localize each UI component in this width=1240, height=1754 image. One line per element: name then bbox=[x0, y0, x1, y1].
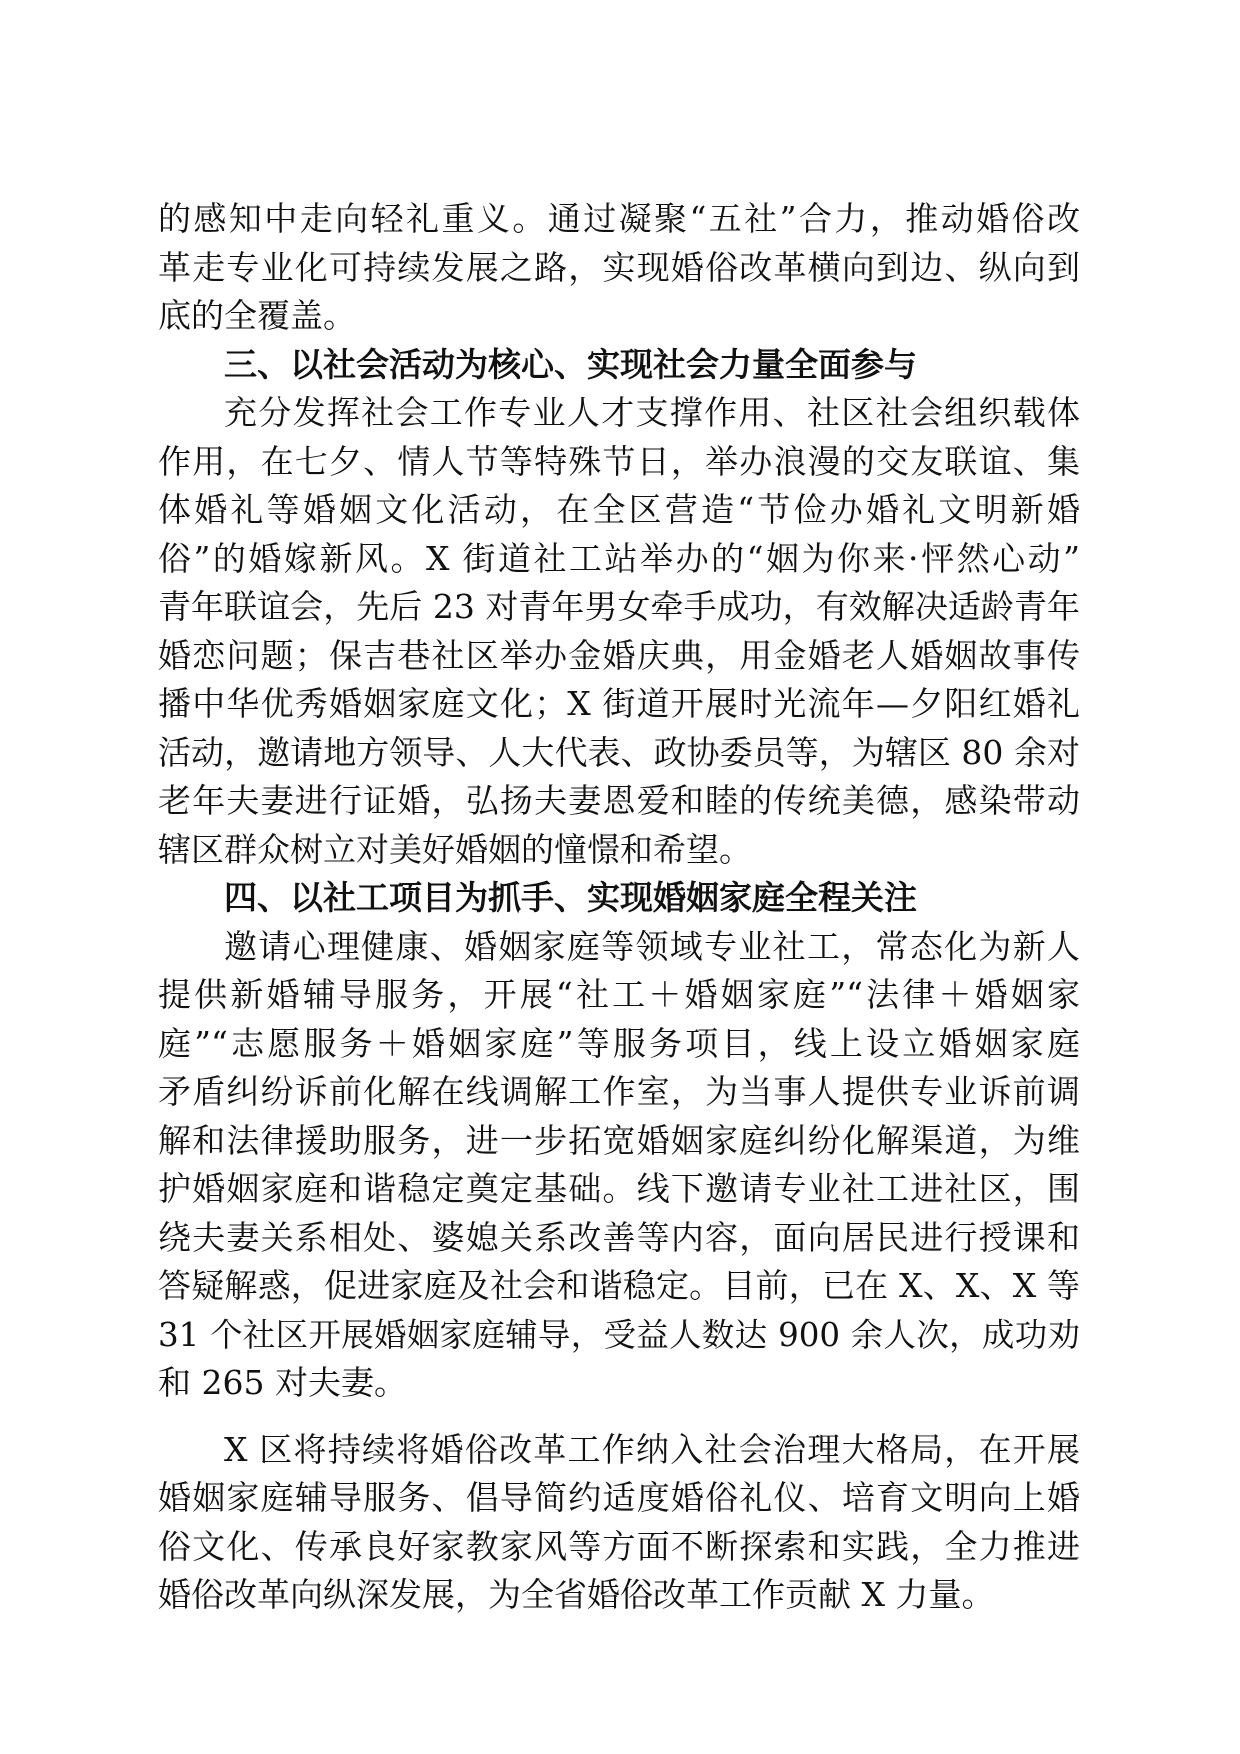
text-line: 和 265 对夫妻。 bbox=[158, 1363, 407, 1402]
text-line: 绕夫妻关系相处、婆媳关系改善等内容，面向居民进行授课和 bbox=[158, 1217, 1080, 1257]
text-line: 答疑解惑，促进家庭及社会和谐稳定。目前，已在 X、X、X 等 bbox=[158, 1266, 1080, 1305]
text-line: 俗文化、传承良好家教家风等方面不断探索和实践，全力推进 bbox=[158, 1526, 1080, 1566]
paragraph-gap bbox=[158, 1408, 1080, 1426]
text-line: 革走专业化可持续发展之路，实现婚俗改革横向到边、纵向到 bbox=[158, 247, 1080, 287]
text-line: 矛盾纠纷诉前化解在线调解工作室，为当事人提供专业诉前调 bbox=[158, 1072, 1080, 1111]
section-4-heading: 四、以社工项目为抓手、实现婚姻家庭全程关注 bbox=[224, 878, 917, 917]
section-4-paragraph bbox=[158, 923, 1080, 1408]
text-line: 婚俗改革向纵深发展，为全省婚俗改革工作贡献 X 力量。 bbox=[158, 1575, 995, 1614]
text-line: 婚恋问题；保吉巷社区举办金婚庆典，用金婚老人婚姻故事传 bbox=[158, 635, 1080, 675]
text-line: 护婚姻家庭和谐稳定奠定基础。线下邀请专业社工进社区，围 bbox=[158, 1169, 1080, 1208]
text-line: 解和法律援助服务，进一步拓宽婚姻家庭纠纷化解渠道，为维 bbox=[158, 1120, 1080, 1160]
text-line: 活动，邀请地方领导、人大代表、政协委员等，为辖区 80 余对 bbox=[158, 732, 1080, 772]
section-3-heading: 三、以社会活动为核心、实现社会力量全面参与 bbox=[224, 344, 917, 384]
text-line: 播中华优秀婚姻家庭文化；X 街道开展时光流年—夕阳红婚礼 bbox=[158, 684, 1080, 723]
text-line: 提供新婚辅导服务，开展“社工＋婚姻家庭”“法律＋婚姻家 bbox=[158, 975, 1080, 1014]
text-line: 婚姻家庭辅导服务、倡导简约适度婚俗礼仪、培育文明向上婚 bbox=[158, 1478, 1080, 1517]
text-line: X 区将持续将婚俗改革工作纳入社会治理大格局，在开展 bbox=[224, 1429, 1080, 1469]
text-line: 作用，在七夕、情人节等特殊节日，举办浪漫的交友联谊、集 bbox=[158, 441, 1080, 481]
document-page bbox=[158, 195, 1080, 1620]
text-line: 底的全覆盖。 bbox=[158, 296, 356, 335]
text-line: 体婚礼等婚姻文化活动，在全区营造“节俭办婚礼文明新婚 bbox=[158, 490, 1080, 529]
text-line: 充分发挥社会工作专业人才支撑作用、社区社会组织载体 bbox=[224, 393, 1080, 432]
paragraph-continuation bbox=[158, 195, 1080, 341]
text-line: 邀请心理健康、婚姻家庭等领域专业社工，常态化为新人 bbox=[224, 926, 1080, 966]
text-line: 俗”的婚嫁新风。X 街道社工站举办的“姻为你来·怦然心动” bbox=[158, 538, 1080, 578]
text-line: 的感知中走向轻礼重义。通过凝聚“五社”合力，推动婚俗改 bbox=[158, 199, 1080, 238]
text-line: 庭”“志愿服务＋婚姻家庭”等服务项目，线上设立婚姻家庭 bbox=[158, 1023, 1080, 1063]
text-line: 青年联谊会，先后 23 对青年男女牵手成功，有效解决适龄青年 bbox=[158, 587, 1080, 626]
conclusion-paragraph bbox=[158, 1426, 1080, 1620]
text-line: 老年夫妻进行证婚，弘扬夫妻恩爱和睦的传统美德，感染带动 bbox=[158, 781, 1080, 820]
text-line: 31 个社区开展婚姻家庭辅导，受益人数达 900 余人次，成功劝 bbox=[158, 1315, 1080, 1354]
section-3-paragraph bbox=[158, 389, 1080, 874]
text-line: 辖区群众树立对美好婚姻的憧憬和希望。 bbox=[158, 829, 752, 869]
